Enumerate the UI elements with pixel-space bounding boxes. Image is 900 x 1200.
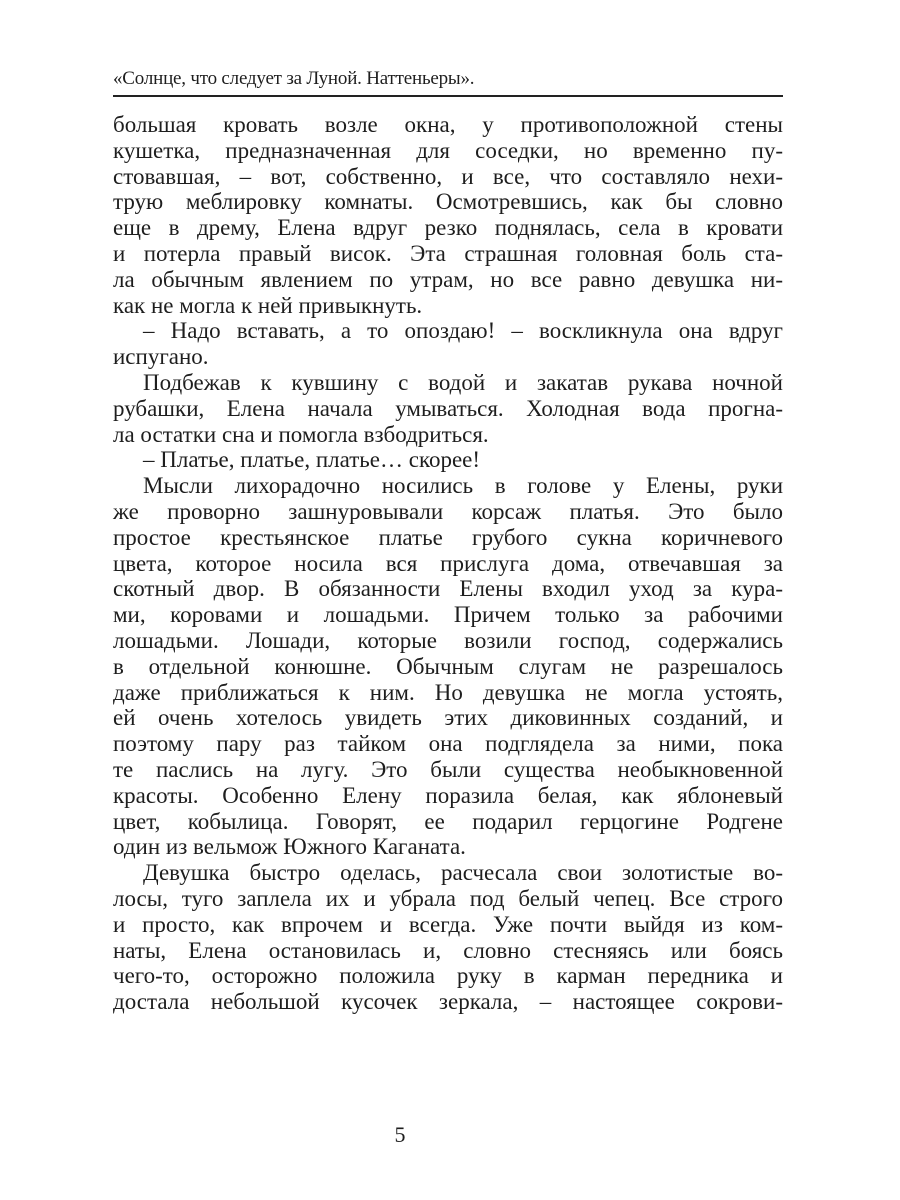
text-line: поэтому пару раз тайком она подглядела за ними, пока (113, 731, 783, 757)
body-text (113, 112, 783, 1015)
text-line: чего-то, осторожно положила руку в карман передника и (113, 963, 783, 989)
text-line: те паслись на лугу. Это были существа необыкновенной (113, 756, 783, 782)
text-line: и просто, как впрочем и всегда. Уже почти выйдя из ком- (113, 911, 783, 937)
text-line: рубашки, Елена начала умываться. Холодная вода прогна- (113, 395, 783, 421)
text-line: цвета, которое носила вся прислуга дома, отвечавшая за (113, 550, 783, 576)
text-line: ла обычным явлением по утрам, но все равно девушка ни- (113, 266, 783, 292)
text-line: в отдельной конюшне. Обычным слугам не разрешалось (113, 653, 783, 679)
text-line: один из вельмож Южного Каганата. (113, 834, 466, 860)
text-line: цвет, кобылица. Говорят, ее подарил герцогине Родгене (113, 808, 783, 834)
text-line: наты, Елена остановилась и, словно стесняясь или боясь (113, 937, 783, 963)
text-line: ей очень хотелось увидеть этих диковинных созданий, и (113, 705, 783, 731)
text-line: трую меблировку комнаты. Осмотревшись, как бы словно (113, 189, 783, 215)
text-line: же проворно зашнуровывали корсаж платья. Это было (113, 498, 783, 524)
text-line: кушетка, предназначенная для соседки, но временно пу- (113, 137, 783, 163)
text-line: ла остатки сна и помогла взбодриться. (113, 421, 489, 447)
text-line: еще в дрему, Елена вдруг резко поднялась, села в кровати (113, 215, 783, 241)
header-rule (113, 95, 783, 97)
page-number: 5 (394, 1122, 406, 1147)
text-line: скотный двор. В обязанности Елены входил уход за кура- (113, 576, 783, 602)
text-line: ми, коровами и лошадьми. Причем только за рабочими (113, 602, 783, 628)
text-line: красоты. Особенно Елену поразила белая, как яблоневый (113, 782, 783, 808)
text-line: даже приближаться к ним. Но девушка не могла устоять, (113, 679, 783, 705)
text-line: достала небольшой кусочек зеркала, – настоящее сокрови- (113, 989, 783, 1015)
running-title: «Солнце, что следует за Луной. Наттеньеры». (113, 68, 475, 89)
text-line: испугано. (113, 344, 209, 370)
text-line: и потерла правый висок. Эта страшная головная боль ста- (113, 240, 783, 266)
text-line: – Надо вставать, а то опоздаю! – воскликнула она вдруг (143, 318, 783, 344)
text-line: Подбежав к кувшину с водой и закатав рукава ночной (143, 369, 783, 395)
text-line: лошадьми. Лошади, которые возили господ, содержались (113, 627, 783, 653)
text-line: большая кровать возле окна, у противоположной стены (113, 112, 783, 137)
text-line: Девушка быстро оделась, расчесала свои золотистые во- (143, 860, 783, 886)
text-line: лосы, туго заплела их и убрала под белый чепец. Все строго (113, 885, 783, 911)
text-line: простое крестьянское платье грубого сукна коричневого (113, 524, 783, 550)
text-line: Мысли лихорадочно носились в голове у Елены, руки (143, 473, 783, 499)
text-line: – Платье, платье, платье… скорее! (143, 447, 481, 473)
text-line: как не могла к ней привыкнуть. (113, 292, 423, 318)
text-line: стовавшая, – вот, собственно, и все, что составляло нехи- (113, 163, 783, 189)
